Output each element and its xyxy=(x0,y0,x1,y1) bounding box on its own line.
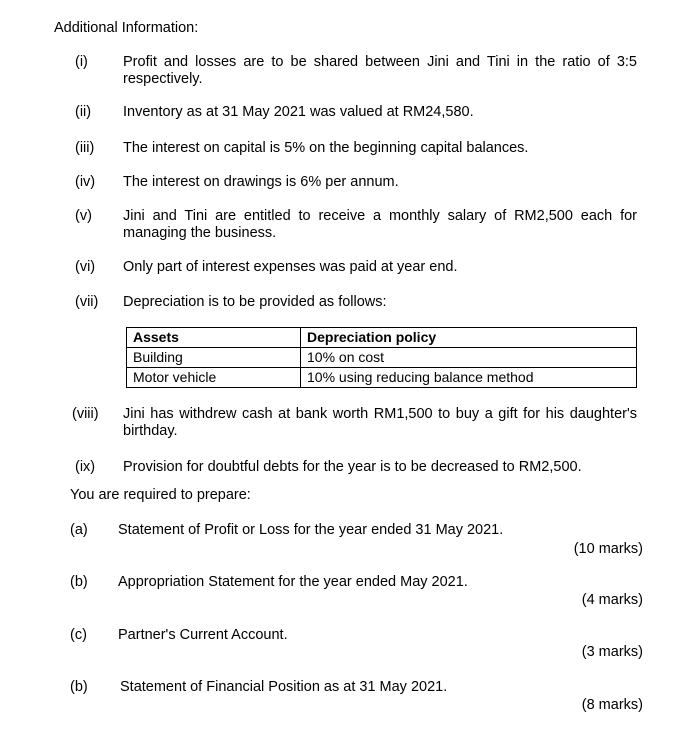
item-text: Provision for doubtful debts for the year is to be decreased to RM2,500. xyxy=(123,459,582,475)
table-cell: 10% using reducing balance method xyxy=(301,368,637,388)
table-header-cell: Depreciation policy xyxy=(301,328,637,348)
marks-label: (3 marks) xyxy=(581,644,643,660)
item-number: (iv) xyxy=(75,174,96,190)
item-number: (ix) xyxy=(75,459,96,475)
marks-label: (8 marks) xyxy=(581,697,643,713)
depreciation-table xyxy=(126,327,637,388)
item-text: Only part of interest expenses was paid at year end. xyxy=(123,259,458,275)
question-text: Statement of Financial Position as at 31 May 2021. xyxy=(120,679,448,695)
table-row xyxy=(127,348,637,368)
item-number: (vi) xyxy=(75,259,96,275)
item-text: Jini and Tini are entitled to receive a monthly salary of RM2,500 each for managing the business. xyxy=(123,208,637,241)
item-number: (ii) xyxy=(75,104,92,120)
table-cell: Motor vehicle xyxy=(127,368,301,388)
question-text: Partner's Current Account. xyxy=(118,627,288,643)
required-label: You are required to prepare: xyxy=(70,487,251,503)
question-text: Statement of Profit or Loss for the year ended 31 May 2021. xyxy=(118,522,504,538)
question-number: (b) xyxy=(70,574,88,590)
item-number: (vii) xyxy=(75,294,99,310)
marks-label: (4 marks) xyxy=(581,592,643,608)
marks-label: (10 marks) xyxy=(573,541,643,557)
item-number: (i) xyxy=(75,54,88,70)
table-cell: Building xyxy=(127,348,301,368)
question-text: Appropriation Statement for the year ended May 2021. xyxy=(118,574,468,590)
item-number: (iii) xyxy=(75,140,95,156)
table-cell: 10% on cost xyxy=(301,348,637,368)
item-number: (v) xyxy=(75,208,92,224)
question-number: (a) xyxy=(70,522,88,538)
item-text: The interest on drawings is 6% per annum. xyxy=(123,174,399,190)
table-header-cell: Assets xyxy=(127,328,301,348)
question-number: (b) xyxy=(70,679,88,695)
table-row xyxy=(127,368,637,388)
item-number: (viii) xyxy=(72,406,99,422)
question-number: (c) xyxy=(70,627,87,643)
item-text: Profit and losses are to be shared between Jini and Tini in the ratio of 3:5 respectively. xyxy=(123,54,637,87)
item-text: Inventory as at 31 May 2021 was valued at RM24,580. xyxy=(123,104,474,120)
item-text: Jini has withdrew cash at bank worth RM1,500 to buy a gift for his daughter's birthday. xyxy=(123,406,637,439)
item-text: The interest on capital is 5% on the beginning capital balances. xyxy=(123,140,529,156)
table-header-row xyxy=(127,328,637,348)
section-heading: Additional Information: xyxy=(54,20,199,36)
item-text: Depreciation is to be provided as follows: xyxy=(123,294,387,310)
